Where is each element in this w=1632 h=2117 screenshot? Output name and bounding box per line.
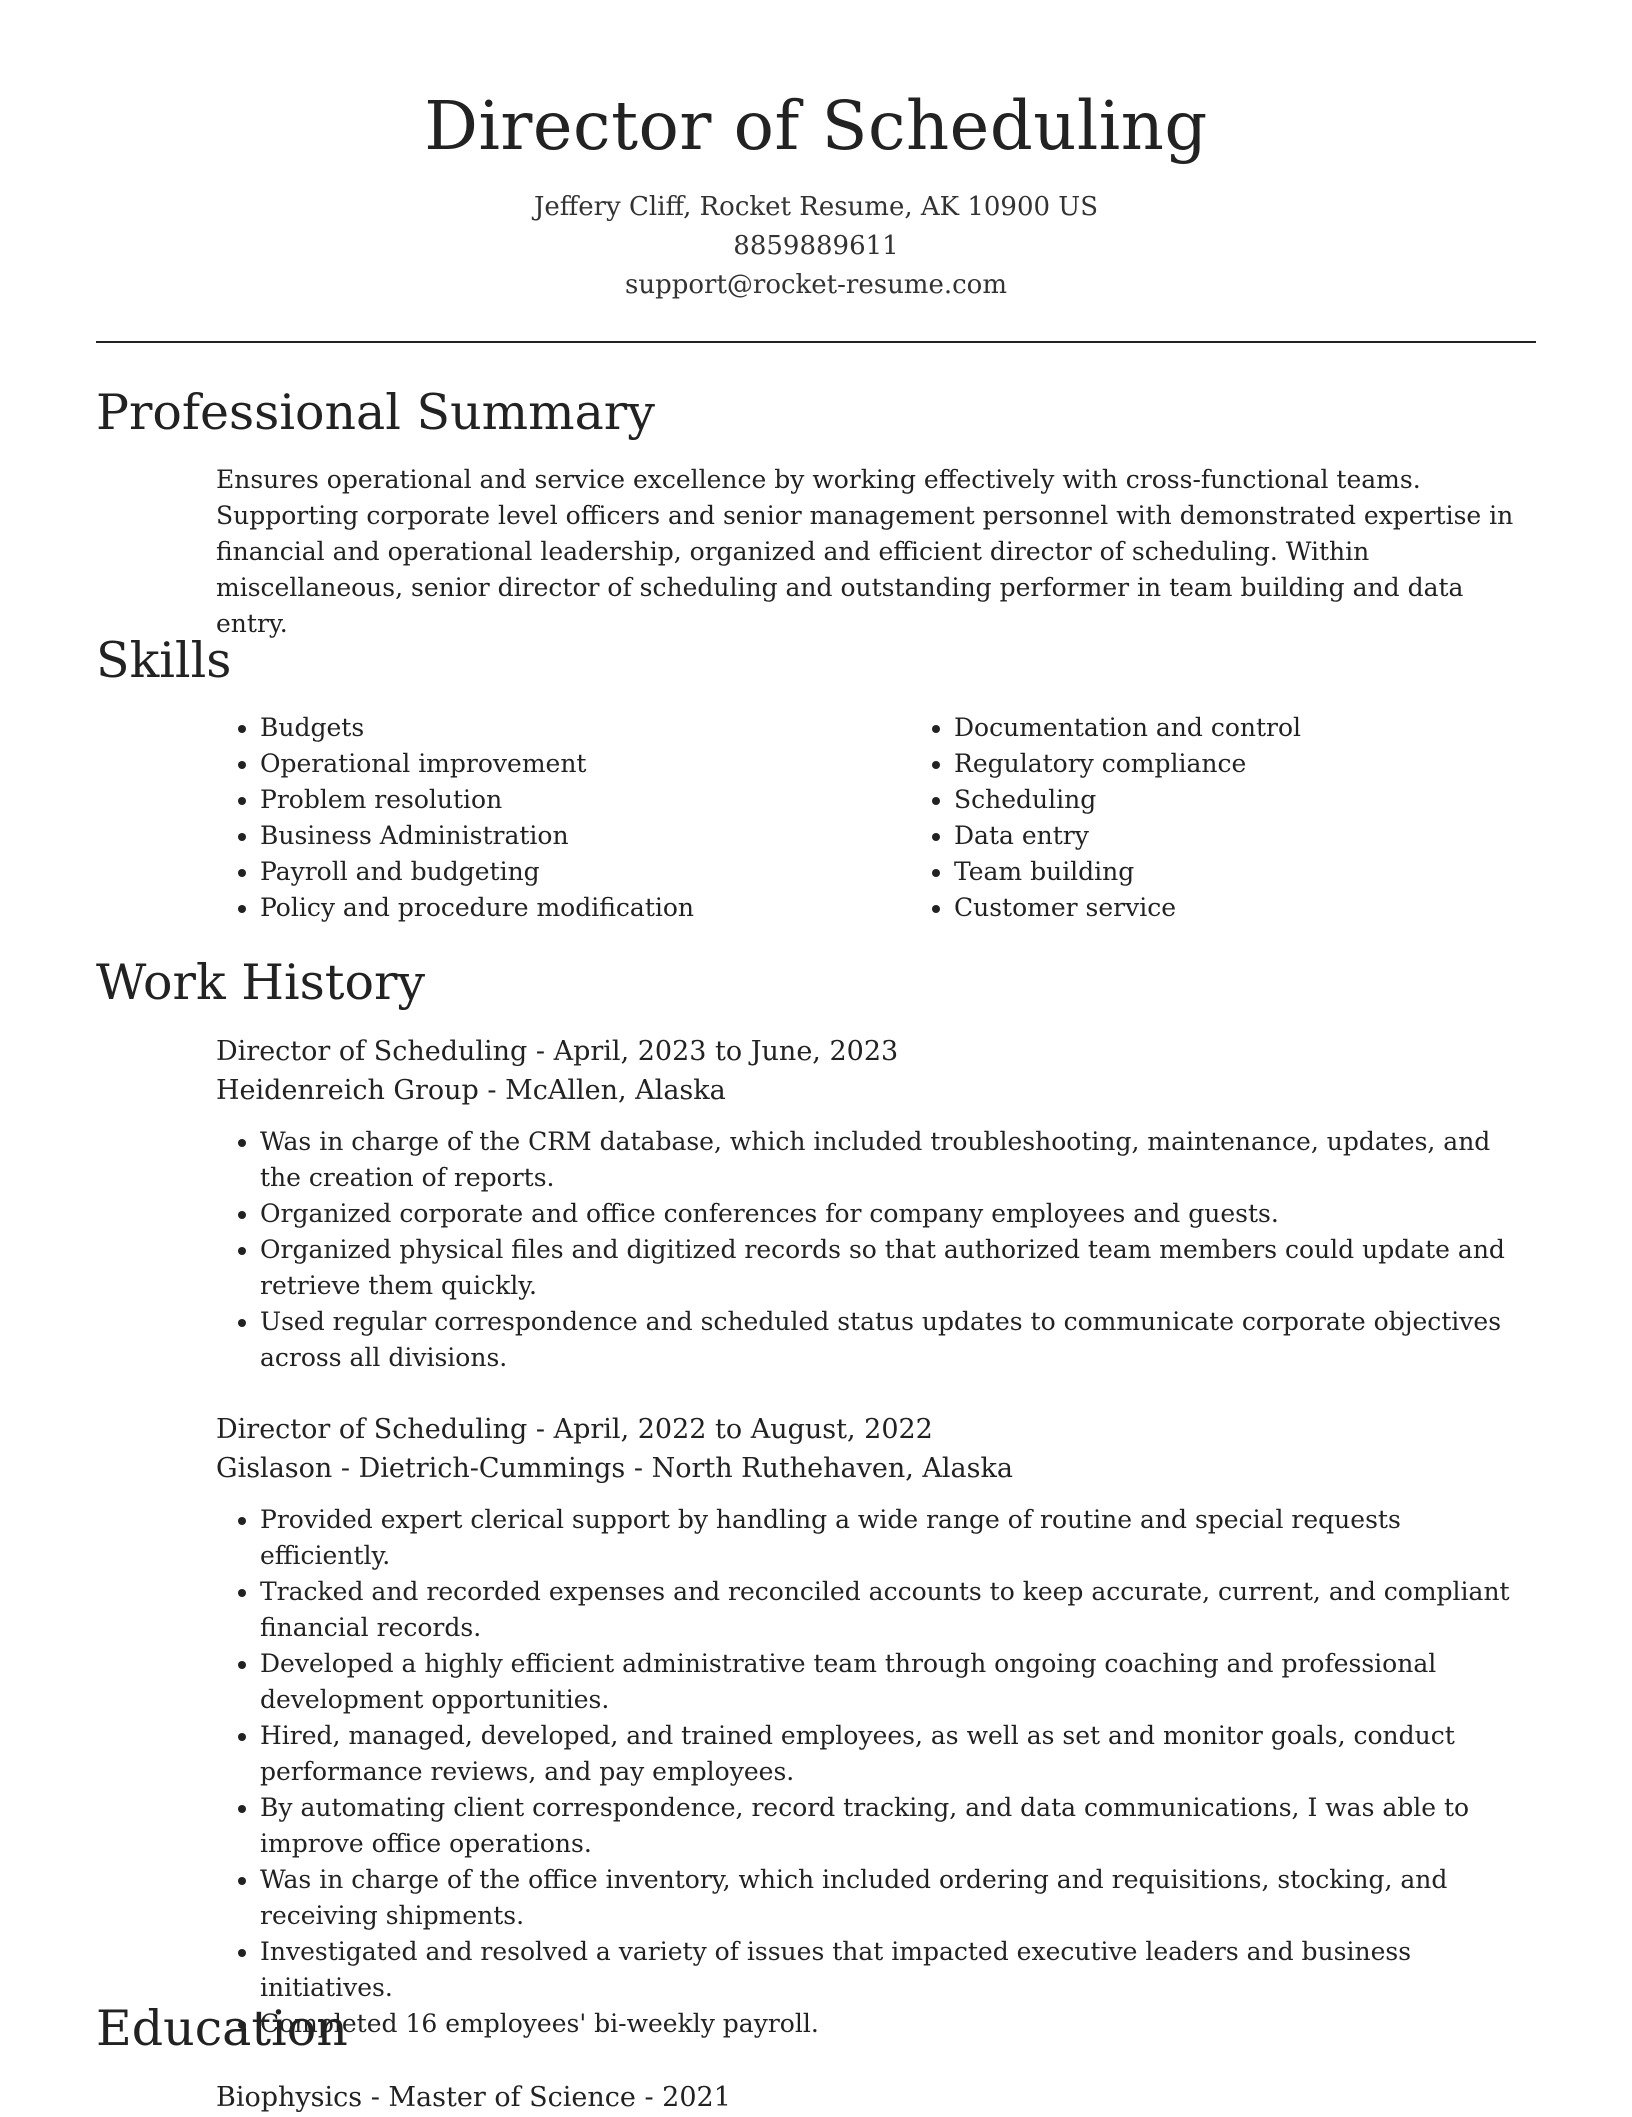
job-company-line: Heidenreich Group - McAllen, Alaska bbox=[216, 1075, 726, 1106]
job-bullet: • Provided expert clerical support by handling a wide range of routine and special requests efficiently. bbox=[260, 1502, 1538, 1574]
skill-item: • Documentation and control bbox=[954, 710, 1604, 746]
resume-header bbox=[0, 0, 1632, 305]
job-bullet: • Organized physical files and digitized records so that authorized team members could update and retrieve them quickly. bbox=[260, 1232, 1538, 1304]
job-bullets bbox=[216, 1124, 1538, 1376]
skills-list-right bbox=[910, 710, 1604, 926]
contact-phone: 8859889611 bbox=[733, 231, 899, 261]
job-company-line: Gislason - Dietrich-Cummings - North Ruthehaven, Alaska bbox=[216, 1453, 1013, 1484]
job-bullet: • Used regular correspondence and scheduled status updates to communicate corporate objectives across all divisions. bbox=[260, 1304, 1538, 1376]
contact-block bbox=[0, 188, 1632, 305]
job-bullet: • By automating client correspondence, record tracking, and data communications, I was able to improve office operations. bbox=[260, 1790, 1538, 1862]
job-bullet: • Organized corporate and office conferences for company employees and guests. bbox=[260, 1196, 1538, 1232]
skill-item: • Budgets bbox=[260, 710, 910, 746]
header-divider bbox=[96, 341, 1536, 343]
skills-heading: Skills bbox=[96, 632, 232, 689]
skill-item: • Data entry bbox=[954, 818, 1604, 854]
contact-address: Jeffery Cliff, Rocket Resume, AK 10900 US bbox=[533, 192, 1099, 222]
job-bullet: • Tracked and recorded expenses and reconciled accounts to keep accurate, current, and compliant financial records. bbox=[260, 1574, 1538, 1646]
skill-item: • Customer service bbox=[954, 890, 1604, 926]
job-entry bbox=[216, 1410, 1538, 2042]
job-bullet: • Developed a highly efficient administrative team through ongoing coaching and professional development opportunities. bbox=[260, 1646, 1538, 1718]
job-role-line: Director of Scheduling - April, 2023 to June, 2023 bbox=[216, 1036, 899, 1067]
contact-email: support@rocket-resume.com bbox=[624, 270, 1007, 300]
skill-item: • Policy and procedure modification bbox=[260, 890, 910, 926]
job-bullet: • Completed 16 employees' bi-weekly payroll. bbox=[260, 2006, 1538, 2042]
job-bullet: • Was in charge of the office inventory, which included ordering and requisitions, stocking, and receiving shipments. bbox=[260, 1862, 1538, 1934]
summary-section bbox=[216, 462, 1538, 642]
job-bullet: • Was in charge of the CRM database, which included troubleshooting, maintenance, updates, and the creation of reports. bbox=[260, 1124, 1538, 1196]
education-entry: Biophysics - Master of Science - 2021 bbox=[216, 2082, 731, 2113]
summary-text: Ensures operational and service excellence by working effectively with cross-functional teams. Supporting corporate level officers and senior management personnel with demonstrated expertise in financial and operational leadership, organized and efficient director of scheduling. Within miscellaneous, senior director of scheduling and outstanding performer in team building and data entry. bbox=[216, 465, 1514, 638]
skill-item: • Business Administration bbox=[260, 818, 910, 854]
education-section bbox=[216, 2078, 1538, 2117]
job-bullet: • Investigated and resolved a variety of issues that impacted executive leaders and business initiatives. bbox=[260, 1934, 1538, 2006]
skill-item: • Team building bbox=[954, 854, 1604, 890]
skill-item: • Payroll and budgeting bbox=[260, 854, 910, 890]
skill-item: • Problem resolution bbox=[260, 782, 910, 818]
resume-title: Director of Scheduling bbox=[424, 87, 1208, 165]
skill-item: • Regulatory compliance bbox=[954, 746, 1604, 782]
work-history-heading: Work History bbox=[96, 954, 426, 1011]
skill-item: • Operational improvement bbox=[260, 746, 910, 782]
job-entry bbox=[216, 1032, 1538, 1376]
job-bullet: • Hired, managed, developed, and trained employees, as well as set and monitor goals, conduct performance reviews, and pay employees. bbox=[260, 1718, 1538, 1790]
skills-list-left bbox=[216, 710, 910, 926]
job-role-line: Director of Scheduling - April, 2022 to August, 2022 bbox=[216, 1414, 933, 1445]
skills-section bbox=[216, 710, 1538, 926]
skill-item: • Scheduling bbox=[954, 782, 1604, 818]
job-bullets bbox=[216, 1502, 1538, 2042]
education-heading: Education bbox=[96, 2000, 348, 2057]
summary-heading: Professional Summary bbox=[96, 384, 655, 441]
